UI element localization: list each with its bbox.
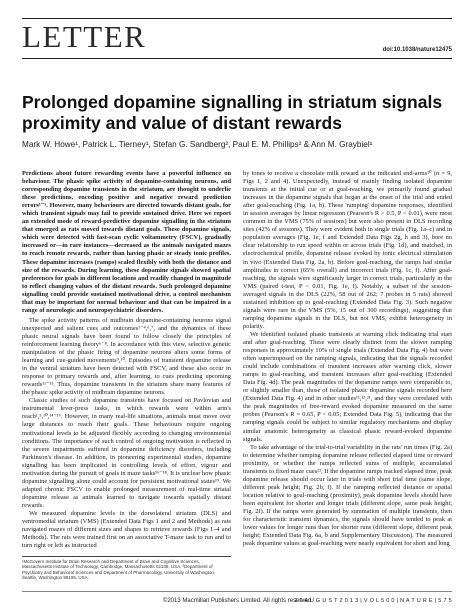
header-bottom-rule bbox=[22, 58, 452, 59]
right-column bbox=[243, 170, 452, 548]
doi-label: doi:10.1038/nature12475 bbox=[382, 47, 452, 53]
body-paragraph: by tones to receive a chocolate milk reward at the indicated end-arms²⁰ (n = 9, Figs 1, 2 and 4). Unexpectedly, instead of mainly finding isolated dopamine transients at the initial cue or at goal-reaching, we primarily found gradual increases in the dopamine signals that began at the onset of the trial and ended after goal-reaching (Fig. 1a, b). These 'ramping' dopamine responses, identified in session averages by linear regression (Pearson's R > 0.5, P < 0.01), were most common in the VMS (75% of sessions) but were also present in DLS recording sites (42% of sessions). They were evident both in single trials (Fig. 1a–c) and in population averages (Fig. 1e, f and Extended Data Figs 2g, h and 3), bore no clear relationship to run speed within or across trials (Fig. 1d), and matched, in electrochemical profile, dopamine release evoked by tonic electrical stimulation in vivo (Extended Data Fig. 2a, b). Before goal-reaching, the ramps had similar amplitudes in correct (65% overall) and incorrect trials (Fig. 1c, f). After goal-reaching, the signals were significantly larger in correct trials, particularly in the VMS (paired t-test, P < 0.01, Fig. 1e, f). Notably, a subset of the session-averaged signals in the DLS (22%, 58 out of 262; 7 probes in 5 rats) showed sustained inhibition up to goal-reaching (Extended Data Fig. 3). Such negative signals were rare in the VMS (5%, 15 out of 300 recordings), suggesting that ramping dopamine signals in the DLS, but not VMS, exhibit heterogeneity in polarity. bbox=[243, 170, 452, 330]
body-paragraph: To take advantage of the trial-to-trial variability in the rats' run times (Fig. 2a) to determine whether ramping dopamine release reflected elapsed time or reward proximity, or whether the ramps reflected sums of multiple, accumulated transients to fixed maze cues²², If the dopamine ramps tracked elapsed time, peak dopamine release should occur later in trials with short trial time (same slope, different peak height; Fig. 2b, f). If the ramping reflected distance or spatial location relative to goal-reaching (proximity), peak dopamine levels should have been equivalent for shorter and longer trials (different slope, same peak height; Fig. 2f). If the ramps were generated by summation of multiple transients, then for characteristic transient dynamics, the signals should have tended to peak at lower values for longer runs than for shorter runs (different slope, different peak height; Extended Data Fig. 6a, b and Supplementary Discussion). The measured peak dopamine values at goal-reaching were nearly equivalent for short and long bbox=[243, 443, 452, 548]
article-title: Prolonged dopamine signalling in striatum signals proximity and value of distant rewards bbox=[22, 92, 443, 133]
body-paragraph: We identified isolated phasic transients at warning click indicating trial start and after goal-reaching. These were clearly distinct from the slower ramping responses in approximately 10% of single trials (Extended Data Fig. 4) but were often superimposed on the ramping signals, indicating that the signals recorded could include combinations of transient increases after warning click, slower ramps to goal-reaching, and transient increases after goal-reaching (Extended Data Fig. 4d). The peak magnitudes of the dopamine ramps were comparable to, or slightly smaller than, those of isolated phasic dopamine signals recorded here (Extended Data Fig. 4) and in other studies¹¹,¹²,²¹, and they were correlated with the peak magnitudes of free-reward evoked dopamine measured on the same probes (Pearson's R = 0.65, P < 0.05; Extended Data Fig. 5), indicating that the ramping signals could be subject to similar regulatory mechanisms and display similar anatomic heterogeneity as classical phasic reward-evoked dopamine signals. bbox=[243, 330, 452, 443]
abstract: Predictions about future rewarding events have a powerful influence on behaviour. The phasic spike activity of dopamine-containing neurons, and corresponding dopamine transients in the striatum, are thought to underlie these predictions, encoding positive and negative reward prediction errors¹⁻⁵. However, many behaviours are directed towards distant goals, for which transient signals may fail to provide sustained drive. Here we report an extended mode of reward-predictive dopamine signalling in the striatum that emerged as rats moved towards distant goals. These dopamine signals, which were detected with fast-scan cyclic voltammetry (FSCV), gradually increased or—in rare instances—decreased as the animals navigated mazes to reach remote rewards, rather than having phasic or steady tonic profiles. These dopamine increases (ramps) scaled flexibly with both the distance and size of the rewards. During learning, these dopamine signals showed spatial preferences for goals in different locations and readily changed in magnitude to reflect changing values of the distant rewards. Such prolonged dopamine signalling could provide sustained motivational drive, a control mechanism that may be important for normal behaviour and that can be impaired in a range of neurologic and neuropsychiatric disorders. bbox=[22, 170, 231, 314]
body-paragraph: Classic studies of such dopamine transients have focused on Pavlovian and instrumental lever-press tasks, in which rewards were within arm's reach¹,⁵,¹⁰,¹⁴⁻¹⁶. However, in many real-life situations, animals must move over large distances to reach their goals. These behaviours require ongoing motivational levels to be adjusted flexibly according to changing environmental conditions. The importance of such control of ongoing motivation is reflected in the severe impairments suffered in dopamine deficiency disorders, including Parkinson's disease. In addition, in pioneering experimental studies, dopamine signalling has been implicated in controlling levels of effort, vigour and motivation during the pursuit of goals in maze tasks¹⁶⁻¹⁸. It is unclear how phasic dopamine signalling alone could account for persistent motivational states¹⁹. We adapted chronic FSCV to enable prolonged measurement of real-time striatal dopamine release as animals learned to navigate towards spatially distant rewards. bbox=[22, 397, 231, 509]
footer-rule bbox=[22, 591, 452, 592]
section-label: LETTER bbox=[22, 19, 147, 54]
footnote-rule bbox=[22, 556, 231, 557]
affiliations-footnote: ¹McGovern Institute for Brain Research and Department of Brain and Cognitive Sciences, Massachusetts Institute of Technology, Cambridge, Massachusetts 02139, USA. ²Department of Psychiatry and Behavioral Sciences and Department of Pharmacology, University of Washington, Seattle, Washington 98195, USA. bbox=[22, 559, 216, 581]
body-paragraph: The spike activity patterns of midbrain dopamine-containing neurons signal unexpected and salient cues and outcomes¹⁻⁴,⁶,⁷, and the dynamics of these phasic neural signals have been found to follow closely the principles of reinforcement learning theory⁶⁻⁸. In accordance with this view, selective genetic manipulation of the phasic firing of dopamine neurons alters some forms of learning and cue-guided movements⁹,¹⁰. Episodes of transient dopamine release in the ventral striatum have been detected with FSCV, and these also occur in response to primary rewards and, after learning, to cues predicting upcoming rewards¹¹⁻¹³. Thus, dopamine transients in the striatum share many features of the phasic spike activity of midbrain dopamine neurons. bbox=[22, 316, 231, 397]
issue-info: 2 9 A U G U S T 2 0 1 3 | V O L 5 0 0 | N A T U R E | 5 7 5 bbox=[294, 598, 452, 604]
author-list: Mark W. Howe¹, Patrick L. Tierney¹, Stefan G. Sandberg², Paul E. M. Phillips² & Ann M. Graybiel¹ bbox=[22, 140, 373, 149]
copyright-line: ©2013 Macmillan Publishers Limited. All rights reserved bbox=[162, 598, 312, 604]
body-paragraph: We measured dopamine levels in the dorsolateral striatum (DLS) and ventromedial striatum (VMS) (Extended Data Figs 1 and 2 and Methods) as rats navigated mazes of different sizes and shapes to retrieve rewards (Figs 1–4 and Methods). The rats were trained first on an associative T-maze task to run and to turn right or left as instructed bbox=[22, 509, 231, 550]
left-column bbox=[22, 170, 231, 550]
